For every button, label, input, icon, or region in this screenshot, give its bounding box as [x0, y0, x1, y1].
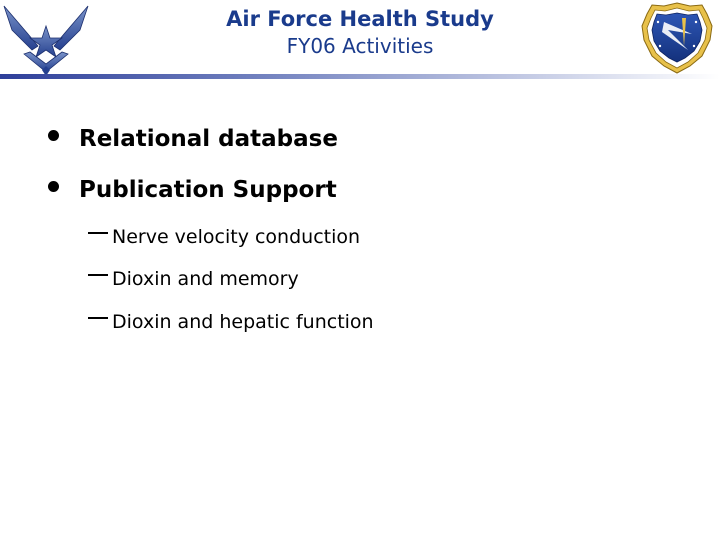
air-force-symbol-icon [2, 0, 90, 78]
bullet-item [48, 177, 337, 203]
dash-icon [88, 317, 108, 319]
sub-bullet-text: Nerve velocity conduction [112, 226, 361, 248]
sub-bullet-item [88, 311, 374, 333]
command-shield-emblem-icon [638, 0, 716, 76]
dash-icon [88, 232, 108, 234]
bullet-dot-icon [48, 130, 59, 141]
bullet-text: Publication Support [79, 177, 337, 203]
sub-bullet-item [88, 268, 299, 290]
header-divider [0, 74, 720, 79]
sub-bullet-text: Dioxin and hepatic function [112, 311, 374, 333]
bullet-dot-icon [48, 181, 59, 192]
slide-title: Air Force Health Study [226, 7, 494, 31]
sub-bullet-text: Dioxin and memory [112, 268, 299, 290]
sub-bullet-item [88, 226, 360, 248]
slide-subtitle: FY06 Activities [286, 34, 434, 58]
bullet-text: Relational database [79, 126, 338, 152]
bullet-item [48, 126, 338, 152]
dash-icon [88, 274, 108, 276]
